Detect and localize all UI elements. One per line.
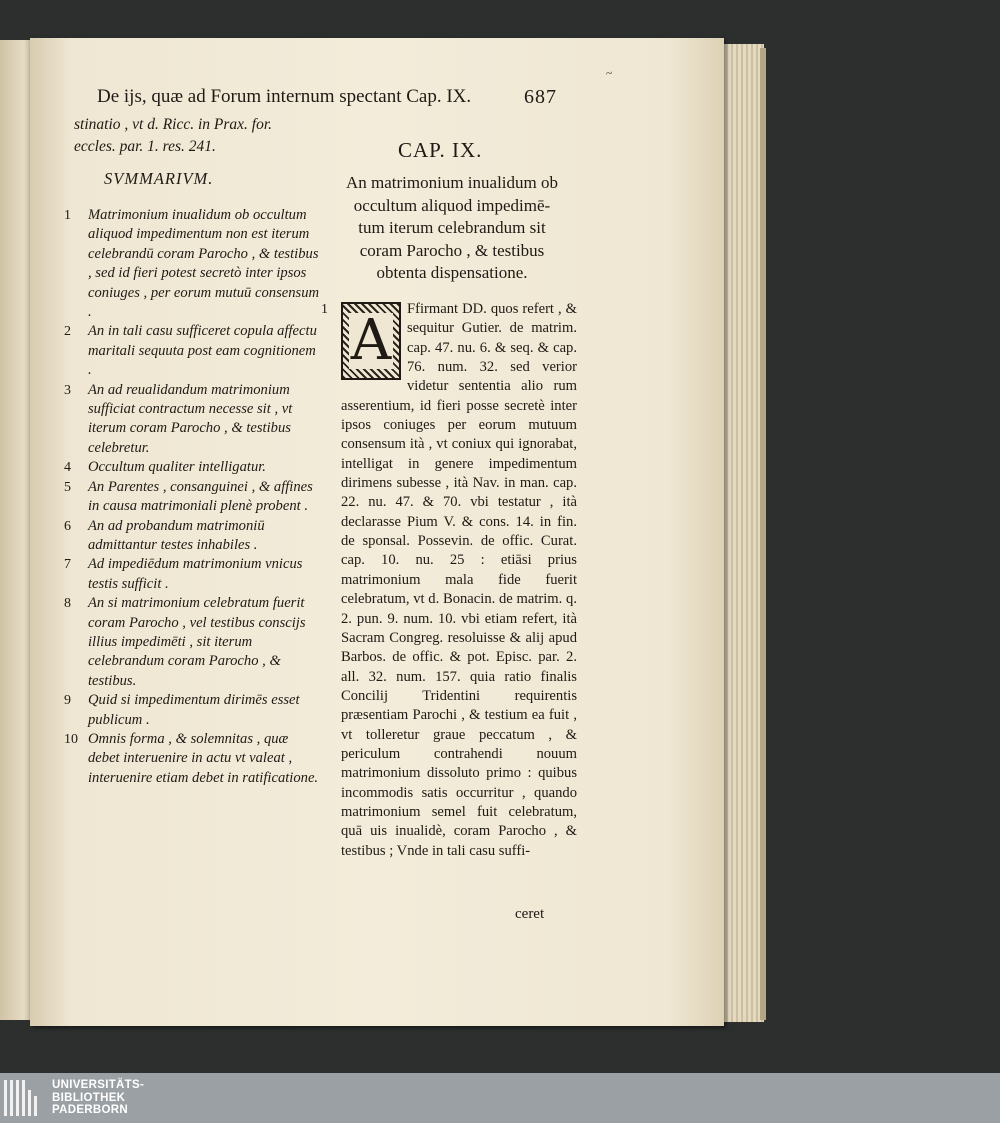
summary-item-text: An si matrimonium celebratum fuerit coram Parocho , vel testibus conscijs illius impedimēti , sit iterum celebrandum coram Parocho , & testibus. bbox=[88, 595, 306, 689]
summary-item bbox=[64, 478, 322, 517]
summary-item-number: 2 bbox=[64, 324, 71, 340]
logo-line: UNIVERSITÄTS- bbox=[52, 1079, 145, 1091]
summary-item-number: 8 bbox=[64, 596, 71, 612]
summary-item bbox=[64, 458, 322, 477]
summary-item bbox=[64, 517, 322, 556]
book-edge bbox=[760, 48, 766, 1020]
chapter-title bbox=[322, 172, 582, 285]
chapter-label: CAP. IX. bbox=[398, 138, 483, 162]
summary-item bbox=[64, 730, 322, 788]
summary-item-number: 3 bbox=[64, 382, 71, 398]
summary-item-text: Ad impediēdum matrimonium vnicus testis sufficit . bbox=[88, 556, 303, 592]
chapter-title-line: An matrimonium inualidum ob bbox=[345, 173, 558, 192]
body-text: Ffirmant DD. quos refert , & sequitur Gutier. de matrim. cap. 47. nu. 6. & seq. & cap. 76. num. 32. sed verior videtur sententia alio rum asserentium, id fieri posse secretè inter ipsos coniuges per eorum mutuum consensum ità , vt coniux qui ignorabat, intelligat in genere impedimentum dirimens subesse , ità Nav. in man. cap. 22. nu. 47. & 70. vbi testatur , ità declarasse Pium V. & cons. 14. in fin. de sponsal. Possevin. de offic. Curat. cap. 10. nu. 25 : etiāsi prius matrimonium mala fide fuerit celebratum, vt d. Bonacin. de matrim. q. 2. pun. 9. num. 10. vbi etiam refert, ità Sacram Congreg. resoluisse & alij apud Barbos. de offic. & pot. Episc. par. 2. all. 32. num. 157. quia ratio finalis Concilij Tridentini requirentis præsentiam Parochi , & testium ea fuit , vt tolleretur graue peccatum , & periculum contrahendi nouum matrimonium dissoluto primo : quibus incommodis satis occurritur , quando matrimonium semel fuit celebratum, quā uis inualidè, coram Parocho , & testibus ; Vnde in tali casu suffi- bbox=[341, 301, 577, 859]
summary-item bbox=[64, 206, 322, 322]
catchword: ceret bbox=[515, 906, 545, 922]
summary-item bbox=[64, 594, 322, 691]
summary-item-number: 10 bbox=[64, 731, 78, 747]
running-head bbox=[97, 86, 557, 109]
summary-item-text: An in tali casu sufficeret copula affectu maritali sequuta post eam cognitionem . bbox=[88, 323, 317, 379]
summary-item-text: Quid si impedimentum dirimēs esset publicum . bbox=[88, 692, 300, 728]
continuation-line: stinatio , vt d. Ricc. in Prax. for. bbox=[74, 116, 273, 133]
page-number: 687 bbox=[524, 86, 557, 108]
library-logo-text bbox=[52, 1079, 144, 1117]
summary-item-number: 6 bbox=[64, 518, 71, 534]
summary-item-text: An ad reualidandum matrimonium sufficiat contractum necesse sit , vt iterum coram Parocho , & testibus celebretur. bbox=[88, 381, 293, 456]
library-footer bbox=[0, 1073, 1000, 1123]
logo-line: PADERBORN bbox=[52, 1104, 128, 1116]
drop-cap-initial bbox=[341, 302, 401, 380]
summary-item-number: 1 bbox=[64, 208, 71, 223]
chapter-title-line: coram Parocho , & testibus bbox=[359, 240, 545, 260]
summary-list bbox=[64, 206, 322, 788]
summary-item-text: Occultum qualiter intelligatur. bbox=[88, 459, 266, 476]
summary-item bbox=[64, 691, 322, 730]
summary-item-text: An Parentes , consanguinei , & affines in causa matrimoniali plenè probent . bbox=[88, 478, 313, 515]
summary-item bbox=[64, 555, 322, 594]
chapter-title-line: obtenta dispensatione. bbox=[376, 263, 528, 282]
margin-number: 1 bbox=[321, 302, 328, 317]
summary-item bbox=[64, 322, 322, 380]
chapter-body bbox=[321, 300, 577, 861]
summary-item-number: 5 bbox=[64, 479, 71, 495]
summary-item-number: 4 bbox=[64, 460, 71, 476]
page-stack-edges bbox=[718, 44, 764, 1022]
summary-heading: SVMMARIVM. bbox=[104, 169, 214, 188]
drop-cap-letter: A bbox=[350, 308, 392, 373]
summary-item-text: An ad probandum matrimoniū admittantur testes inhabiles . bbox=[88, 517, 265, 553]
summary-item-text: Omnis forma , & solemnitas , quæ debet interuenire in actu vt valeat , interuenire etiam debet in ratificatione. bbox=[88, 730, 319, 786]
chapter-title-line: tum iterum celebrandum sit bbox=[358, 218, 546, 237]
corner-mark: ~ bbox=[604, 65, 614, 81]
chapter-title-line: occultum aliquod impedimē- bbox=[353, 195, 551, 215]
library-logo-icon bbox=[4, 1080, 46, 1116]
running-head-title: De ijs, quæ ad Forum internum spectant Cap. IX. bbox=[97, 86, 472, 107]
continuation-text bbox=[74, 114, 334, 158]
logo-line: BIBLIOTHEK bbox=[52, 1091, 126, 1104]
summary-item-number: 7 bbox=[64, 557, 71, 573]
summary-item bbox=[64, 381, 322, 459]
continuation-line: eccles. par. 1. res. 241. bbox=[74, 138, 216, 155]
summary-item-number: 9 bbox=[64, 693, 71, 709]
summary-item-text: Matrimonium inualidum ob occultum aliquod impedimentum non est iterum celebrandū coram Parocho , & testibus , sed id fieri potest secretò inter ipsos coniuges , per eorum mutuū consensum . bbox=[88, 207, 320, 321]
facing-page-edge bbox=[0, 40, 34, 1020]
